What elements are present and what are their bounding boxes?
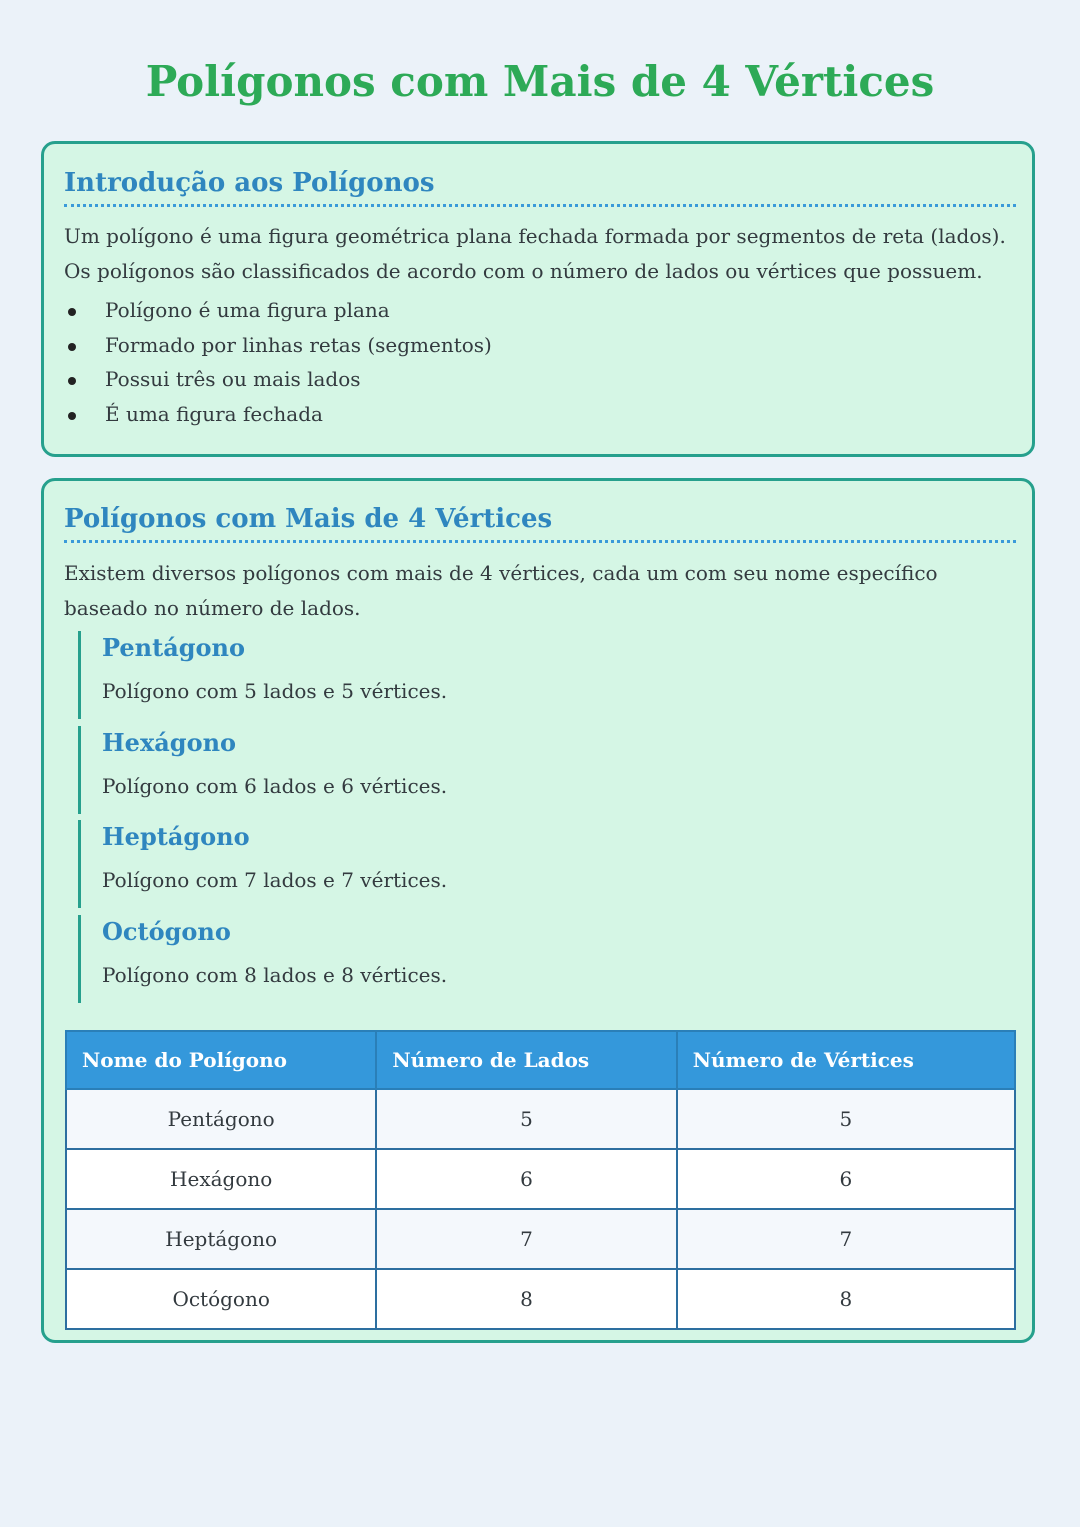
polygon-item-hexagono	[78, 726, 778, 814]
table-cell: 8	[376, 1269, 676, 1329]
polygon-table	[65, 1030, 1016, 1330]
polygons-paragraph	[64, 556, 1009, 626]
table-header-vertices: Número de Vértices	[677, 1031, 1015, 1089]
table-cell: Octógono	[66, 1269, 376, 1329]
polygon-item-name: Hexágono	[102, 728, 237, 757]
polygons-paragraph-line-1: Existem diversos polígonos com mais de 4 vértices, cada um com seu nome específico	[64, 561, 938, 585]
polygon-item-name: Heptágono	[102, 822, 250, 851]
intro-paragraph-line-2: Os polígonos são classificados de acordo com o número de lados ou vértices que possuem.	[64, 259, 983, 283]
polygons-card	[41, 478, 1035, 1343]
table-cell: 7	[677, 1209, 1015, 1269]
intro-card	[41, 141, 1035, 457]
polygon-item-description: Polígono com 6 lados e 6 vértices.	[102, 774, 448, 798]
table-cell: 8	[677, 1269, 1015, 1329]
polygon-item-description: Polígono com 8 lados e 8 vértices.	[102, 963, 448, 987]
table-cell: 5	[376, 1089, 676, 1149]
polygons-paragraph-line-2: baseado no número de lados.	[64, 596, 361, 620]
table-header-row	[66, 1031, 1015, 1089]
table-cell: Heptágono	[66, 1209, 376, 1269]
table-row	[66, 1089, 1015, 1149]
intro-bullet: Formado por linhas retas (segmentos)	[64, 328, 492, 363]
intro-paragraph-line-1: Um polígono é uma figura geométrica plana fechada formada por segmentos de reta (lados).	[64, 224, 1006, 248]
table-row	[66, 1149, 1015, 1209]
intro-paragraph	[64, 219, 1009, 289]
polygon-item-description: Polígono com 5 lados e 5 vértices.	[102, 679, 448, 703]
table-row	[66, 1209, 1015, 1269]
table-header-sides: Número de Lados	[376, 1031, 676, 1089]
polygons-heading: Polígonos com Mais de 4 Vértices	[64, 502, 1016, 543]
table-row	[66, 1269, 1015, 1329]
polygon-item-description: Polígono com 7 lados e 7 vértices.	[102, 868, 448, 892]
intro-bullet: Possui três ou mais lados	[64, 362, 492, 397]
polygon-item-heptagono	[78, 820, 778, 908]
table-header-name: Nome do Polígono	[66, 1031, 376, 1089]
polygon-item-pentagono	[78, 631, 778, 719]
intro-bullet: Polígono é uma figura plana	[64, 293, 492, 328]
table-cell: Hexágono	[66, 1149, 376, 1209]
intro-bullet-list	[64, 293, 492, 432]
polygon-item-name: Pentágono	[102, 633, 246, 662]
polygon-item-octogono	[78, 915, 778, 1003]
table-cell: 6	[376, 1149, 676, 1209]
table-cell: 5	[677, 1089, 1015, 1149]
table-cell: 7	[376, 1209, 676, 1269]
polygon-item-name: Octógono	[102, 917, 231, 946]
table-cell: Pentágono	[66, 1089, 376, 1149]
table-cell: 6	[677, 1149, 1015, 1209]
page-title: Polígonos com Mais de 4 Vértices	[145, 57, 935, 106]
intro-bullet: É uma figura fechada	[64, 397, 492, 432]
intro-heading: Introdução aos Polígonos	[64, 166, 1016, 207]
